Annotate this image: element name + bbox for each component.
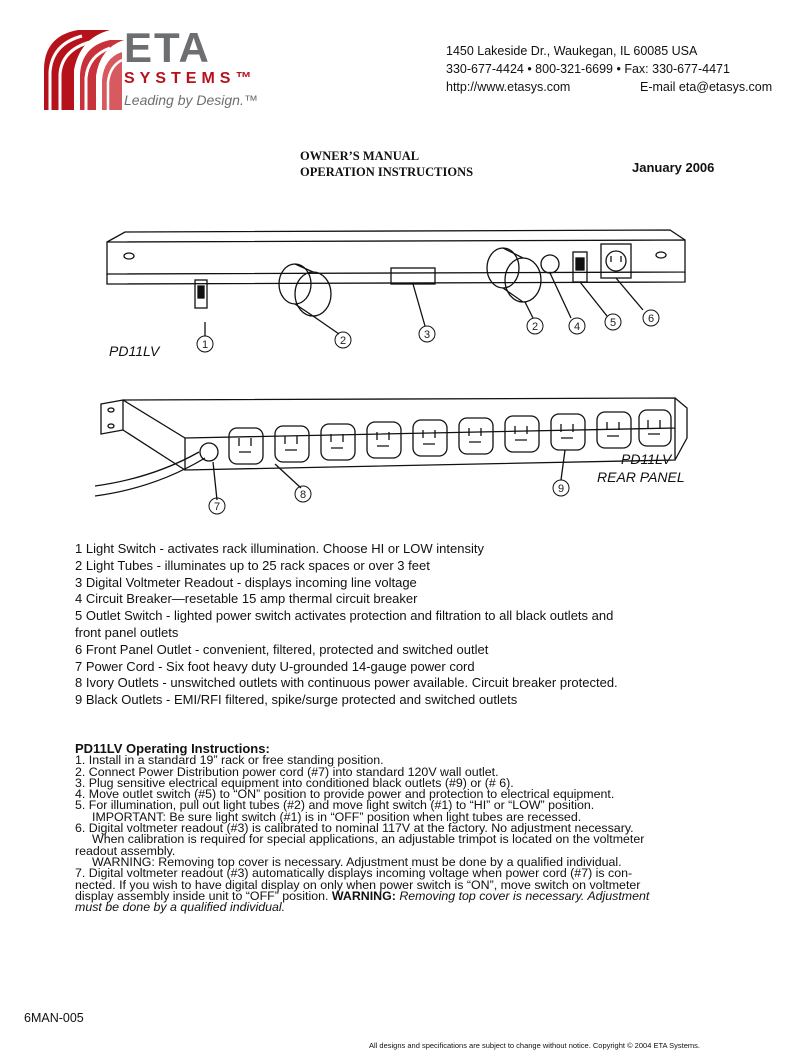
ivory-outlet-1 (229, 428, 263, 464)
step-2: 2. Connect Power Distribution power cord (#7) into standard 120V wall outlet. (75, 764, 499, 779)
rear-model-label: PD11LV (621, 451, 672, 467)
svg-text:1: 1 (201, 339, 209, 351)
light-tube-right-icon (487, 248, 541, 302)
eta-logo-stripes (44, 30, 124, 110)
legend-item: 2 Light Tubes - illuminates up to 25 rack spaces or over 3 feet (75, 557, 430, 573)
legend-item: 5 Outlet Switch - lighted power switch activates protection and filtration to all black outlets and (75, 608, 614, 624)
rear-callouts (209, 480, 569, 514)
callout-7 (209, 498, 225, 514)
front-panel-diagram (95, 222, 695, 372)
manual-subtitle: OPERATION INSTRUCTIONS (300, 165, 474, 179)
svg-text:8: 8 (299, 489, 307, 501)
step-6-warning: WARNING: Removing top cover is necessary. Adjustment must be done by a qualified individual. (92, 854, 622, 869)
black-outlet-6 (551, 414, 585, 450)
document-number: 6MAN-005 (24, 1011, 84, 1025)
front-callouts (197, 310, 659, 352)
voltmeter-readout-icon (391, 268, 435, 284)
rear-outlets (229, 410, 671, 464)
callout-2-right (527, 318, 543, 334)
svg-text:9: 9 (557, 483, 565, 495)
logo-wordmark: ETA (124, 24, 211, 71)
step-6-note: When calibration is required for special applications, an adjustable trimpot is located on the voltmeter (92, 832, 645, 847)
step-5: 5. For illumination, pull out light tubes (#2) and move light switch (#1) to “HI” or “LOW” position. (75, 798, 595, 813)
svg-text:6: 6 (647, 313, 655, 325)
step-6: 6. Digital voltmeter readout (#3) is calibrated to nominal 117V at the factory. No adjustment necessary. (75, 821, 634, 836)
callout-2-left (335, 332, 351, 348)
step-7-warning-cont: must be done by a qualified individual. (75, 900, 286, 915)
component-legend (75, 541, 715, 709)
black-outlet-2 (367, 422, 401, 458)
front-model-label: PD11LV (109, 343, 160, 359)
black-outlet-4 (459, 418, 493, 454)
step-4: 4. Move outlet switch (#5) to “ON” position to provide power and protection to electrical equipment. (75, 787, 615, 802)
step-7-cont2: display assembly inside unit to “OFF” position. WARNING: Removing top cover is necessary. Adjustment (75, 888, 650, 903)
power-cord-entry-icon (200, 443, 218, 461)
svg-text:7: 7 (213, 501, 221, 513)
callout-8 (295, 486, 311, 502)
black-outlet-5 (505, 416, 539, 452)
operating-instructions (75, 743, 765, 913)
legend-item: front panel outlets (75, 624, 179, 640)
callout-3 (419, 326, 435, 342)
black-outlet-1 (321, 424, 355, 460)
manual-date: January 2006 (632, 160, 715, 175)
callout-9 (553, 480, 569, 496)
callout-1 (197, 336, 213, 352)
svg-text:5: 5 (609, 317, 617, 329)
circuit-breaker-icon (541, 255, 559, 273)
legend-item: 9 Black Outlets - EMI/RFI filtered, spike/surge protected and switched outlets (75, 692, 518, 708)
footer-disclaimer: All designs and specifications are subject to change without notice. Copyright © 2004 ETA Systems. (369, 1041, 700, 1050)
step-3: 3. Plug sensitive electrical equipment into conditioned black outlets (#9) or (# 6). (75, 775, 514, 790)
contact-address: 1450 Lakeside Dr., Waukegan, IL 60085 USA (446, 44, 698, 58)
callout-6 (643, 310, 659, 326)
ivory-outlet-2 (275, 426, 309, 462)
step-7: 7. Digital voltmeter readout (#3) automatically displays incoming voltage when power cord (#7) is con- (75, 866, 633, 881)
contact-email[interactable]: E-mail eta@etasys.com (640, 80, 773, 94)
step-6-note-cont: readout assembly. (75, 843, 176, 858)
step-7-warning-text: Removing top cover is necessary. Adjustment (399, 888, 650, 903)
legend-item: 4 Circuit Breaker—resetable 15 amp thermal circuit breaker (75, 591, 418, 607)
step-1: 1. Install in a standard 19” rack or free standing position. (75, 753, 384, 768)
logo-tagline: Leading by Design.™ (124, 92, 258, 108)
svg-text:4: 4 (573, 321, 581, 333)
light-tube-left-icon (279, 264, 331, 316)
legend-item: 6 Front Panel Outlet - convenient, filtered, protected and switched outlet (75, 641, 489, 657)
callout-4 (569, 318, 585, 334)
logo-subname: SYSTEMS™ (124, 70, 257, 87)
contact-phones: 330-677-4424 • 800-321-6699 • Fax: 330-677-4471 (446, 62, 730, 76)
rear-panel-diagram (95, 378, 715, 518)
step-5-note: IMPORTANT: Be sure light switch (#1) is in “OFF” position when light tubes are recessed. (92, 809, 582, 824)
manual-title: OWNER’S MANUAL (300, 149, 420, 163)
svg-text:3: 3 (423, 329, 431, 341)
step-7-warning-label: WARNING: (331, 888, 396, 903)
rear-panel-label: REAR PANEL (597, 469, 685, 485)
svg-text:2: 2 (531, 321, 539, 333)
contact-website[interactable]: http://www.etasys.com (446, 80, 571, 94)
legend-item: 7 Power Cord - Six foot heavy duty U-grounded 14-gauge power cord (75, 658, 475, 674)
legend-item: 8 Ivory Outlets - unswitched outlets with continuous power available. Circuit breaker protected. (75, 675, 618, 691)
legend-item: 3 Digital Voltmeter Readout - displays incoming line voltage (75, 574, 417, 590)
operating-heading: PD11LV Operating Instructions: (75, 741, 270, 756)
legend-item: 1 Light Switch - activates rack illumination. Choose HI or LOW intensity (75, 541, 484, 556)
svg-text:2: 2 (339, 335, 347, 347)
black-outlet-3 (413, 420, 447, 456)
callout-5 (605, 314, 621, 330)
step-7-cont: nected. If you wish to have digital display on only when power switch is “ON”, move switch on voltmeter (75, 877, 641, 892)
